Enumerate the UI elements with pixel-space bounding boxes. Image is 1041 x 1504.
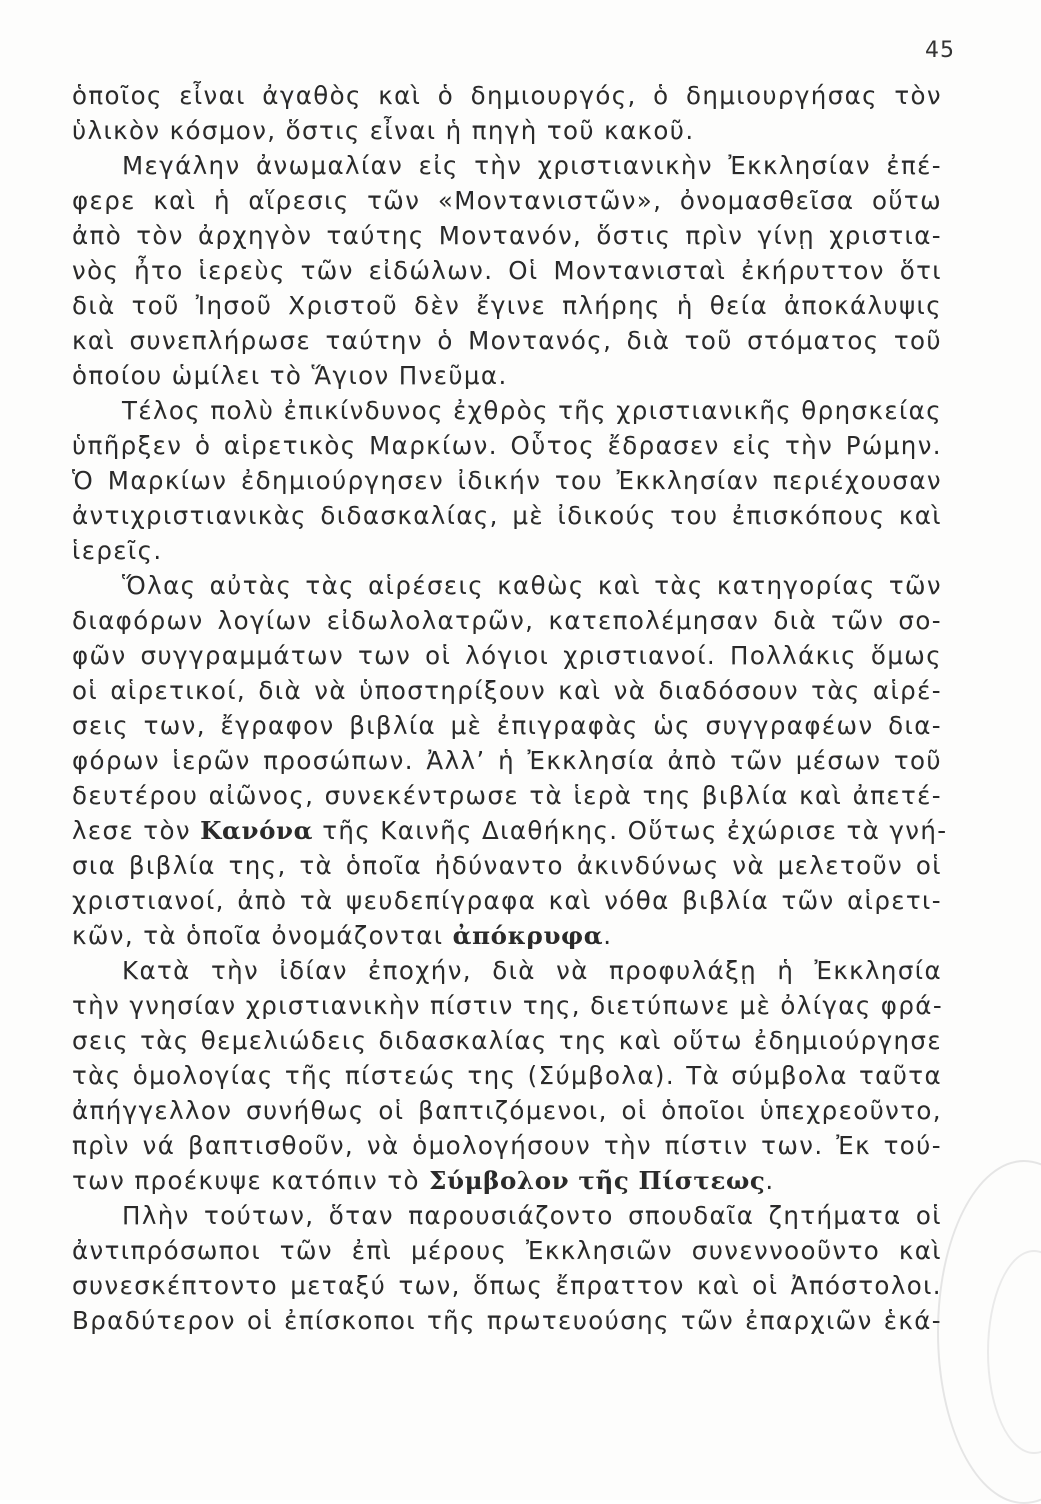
text-segment: τῆς Καινῆς Διαθήκης. Οὕτως ἐχώρισε τὰ γνή- bbox=[313, 816, 948, 845]
text-segment: . bbox=[765, 1166, 775, 1195]
text-line: ἱερεῖς. bbox=[72, 536, 163, 565]
text-line: πρὶν νά βαπτισθοῦν, νὰ ὁμολογήσουν τὴν πίστιν των. Ἐκ τού- bbox=[72, 1131, 942, 1160]
text-line: φόρων ἱερῶν προσώπων. Ἀλλ’ ἡ Ἐκκλησία ἀπὸ τῶν μέσων τοῦ bbox=[72, 746, 942, 775]
text-line bbox=[72, 813, 948, 848]
text-line: φερε καὶ ἡ αἵρεσις τῶν «Μοντανιστῶν», ὀνομασθεῖσα οὕτω bbox=[72, 186, 942, 215]
body-text bbox=[72, 78, 948, 1338]
text-line: ὑπῆρξεν ὁ αἱρετικὸς Μαρκίων. Οὗτος ἔδρασεν εἰς τὴν Ρώμην. bbox=[72, 431, 942, 460]
text-segment: κῶν, τὰ ὁποῖα ὀνομάζονται bbox=[72, 921, 453, 950]
text-line: νὸς ἦτο ἱερεὺς τῶν εἰδώλων. Οἱ Μοντανισταὶ ἐκήρυττον ὅτι bbox=[72, 256, 942, 285]
page-number: 45 bbox=[925, 38, 955, 63]
text-line: Βραδύτερον οἱ ἐπίσκοποι τῆς πρωτευούσης τῶν ἐπαρχιῶν ἑκά- bbox=[72, 1306, 942, 1335]
text-line: Ὁ Μαρκίων ἐδημιούργησεν ἰδικήν του Ἐκκλησίαν περιέχουσαν bbox=[72, 466, 942, 495]
text-line bbox=[72, 918, 942, 953]
text-line: διαφόρων λογίων εἰδωλολατρῶν, κατεπολέμησαν διὰ τῶν σο- bbox=[72, 606, 942, 635]
text-line: σεις των, ἔγραφον βιβλία μὲ ἐπιγραφὰς ὡς συγγραφέων δια- bbox=[72, 711, 942, 740]
text-line: σια βιβλία της, τὰ ὁποῖα ἠδύναντο ἀκινδύνως νὰ μελετοῦν οἱ bbox=[72, 851, 942, 880]
text-line: ἀντιπρόσωποι τῶν ἐπὶ μέρους Ἐκκλησιῶν συνεννοοῦντο καὶ bbox=[72, 1236, 942, 1265]
emphasis-apokrypha: ἀπόκρυφα bbox=[452, 921, 604, 950]
text-line: ἀπὸ τὸν ἀρχηγὸν ταύτης Μοντανόν, ὅστις πρὶν γίνῃ χριστια- bbox=[72, 221, 942, 250]
emphasis-symvolon: Σύμβολον τῆς Πίστεως bbox=[429, 1166, 766, 1195]
text-line: Μεγάλην ἀνωμαλίαν εἰς τὴν χριστιανικὴν Ἐκκλησίαν ἐπέ- bbox=[122, 151, 942, 180]
text-line: Πλὴν τούτων, ὅταν παρουσιάζοντο σπουδαῖα ζητήματα οἱ bbox=[122, 1201, 942, 1230]
emphasis-kanona: Κανόνα bbox=[200, 816, 314, 845]
text-line: φῶν συγγραμμάτων των οἱ λόγιοι χριστιανοί. Πολλάκις ὅμως bbox=[72, 641, 942, 670]
text-line: ὑλικὸν κόσμον, ὅστις εἶναι ἡ πηγὴ τοῦ κακοῦ. bbox=[72, 116, 695, 145]
text-line: τὴν γνησίαν χριστιανικὴν πίστιν της, διετύπωνε μὲ ὀλίγας φρά- bbox=[72, 991, 944, 1020]
text-line: Κατὰ τὴν ἰδίαν ἐποχήν, διὰ νὰ προφυλάξῃ ἡ Ἐκκλησία bbox=[122, 956, 942, 985]
text-segment: λεσε τὸν bbox=[72, 816, 201, 845]
text-line: καὶ συνεπλήρωσε ταύτην ὁ Μοντανός, διὰ τοῦ στόματος τοῦ bbox=[72, 326, 942, 355]
text-line: δευτέρου αἰῶνος, συνεκέντρωσε τὰ ἱερὰ της βιβλία καὶ ἀπετέ- bbox=[72, 781, 942, 810]
text-line: Ὅλας αὐτὰς τὰς αἱρέσεις καθὼς καὶ τὰς κατηγορίας τῶν bbox=[122, 571, 942, 600]
text-line: χριστιανοί, ἀπὸ τὰ ψευδεπίγραφα καὶ νόθα βιβλία τῶν αἱρετι- bbox=[72, 886, 942, 915]
text-line: συνεσκέπτοντο μεταξύ των, ὅπως ἔπραττον καὶ οἱ Ἀπόστολοι. bbox=[72, 1271, 942, 1300]
text-line: ὁποῖος εἶναι ἀγαθὸς καὶ ὁ δημιουργός, ὁ δημιουργήσας τὸν bbox=[72, 81, 942, 110]
text-line: οἱ αἱρετικοί, διὰ νὰ ὑποστηρίξουν καὶ νὰ διαδόσουν τὰς αἱρέ- bbox=[72, 676, 942, 705]
text-line: διὰ τοῦ Ἰησοῦ Χριστοῦ δὲν ἔγινε πλήρης ἡ θεία ἀποκάλυψις bbox=[72, 291, 942, 320]
text-segment: των προέκυψε κατόπιν τὸ bbox=[72, 1166, 430, 1195]
text-line: ἀπήγγελλον συνήθως οἱ βαπτιζόμενοι, οἱ ὁποῖοι ὑπεχρεοῦντο, bbox=[72, 1096, 942, 1125]
text-line bbox=[72, 1163, 942, 1198]
text-line: σεις τὰς θεμελιώδεις διδασκαλίας της καὶ οὕτω ἐδημιούργησε bbox=[72, 1026, 942, 1055]
text-segment: . bbox=[603, 921, 613, 950]
text-line: ὁποίου ὡμίλει τὸ Ἅγιον Πνεῦμα. bbox=[72, 361, 508, 390]
text-line: τὰς ὁμολογίας τῆς πίστεώς της (Σύμβολα). Τὰ σύμβολα ταῦτα bbox=[72, 1061, 942, 1090]
text-line: ἀντιχριστιανικὰς διδασκαλίας, μὲ ἰδικούς του ἐπισκόπους καὶ bbox=[72, 501, 942, 530]
text-line: Τέλος πολὺ ἐπικίνδυνος ἐχθρὸς τῆς χριστιανικῆς θρησκείας bbox=[122, 396, 942, 425]
